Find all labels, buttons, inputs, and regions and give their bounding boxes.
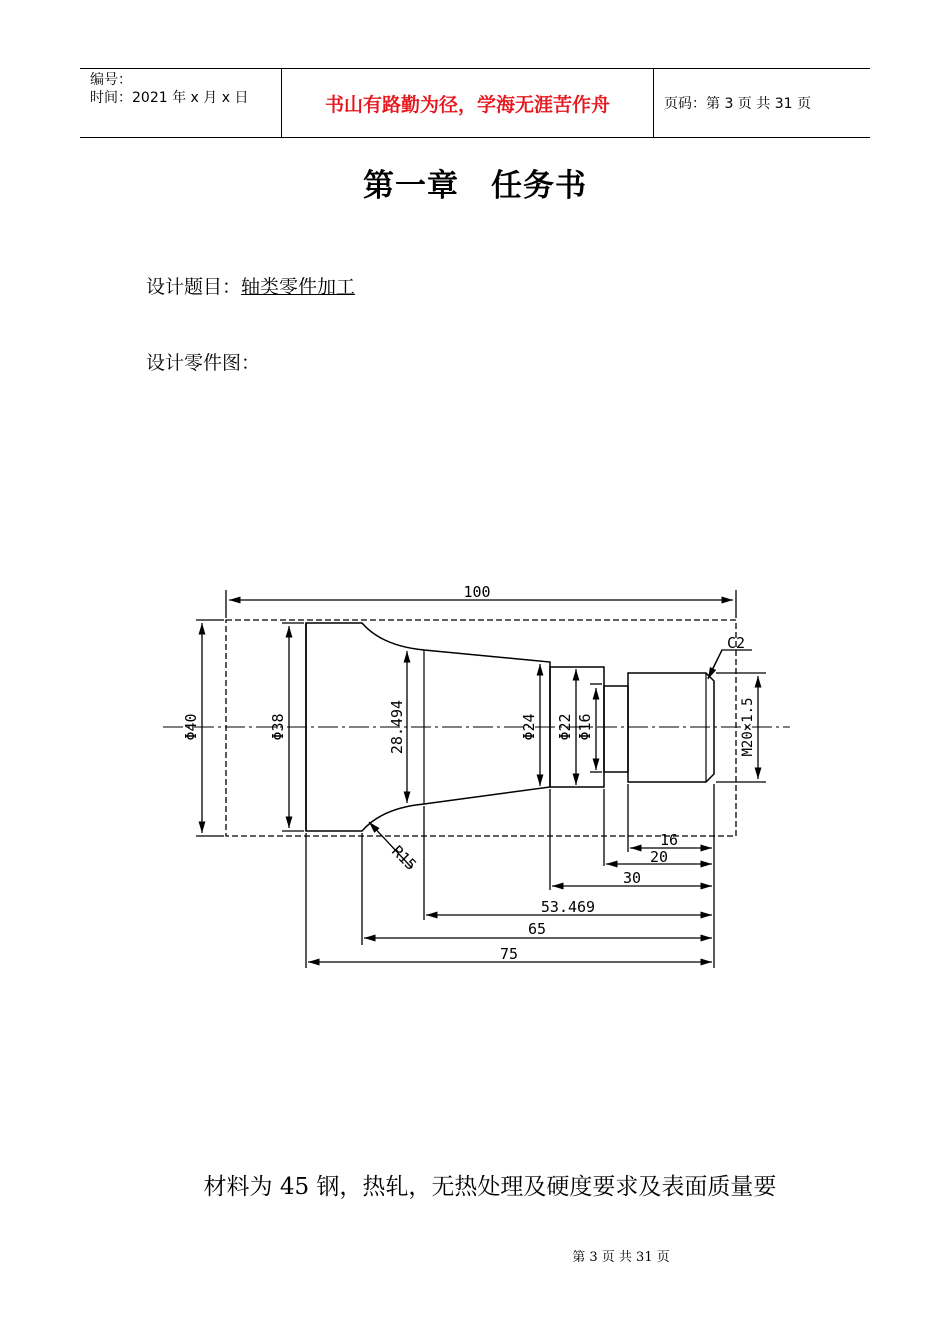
- design-topic-line: [146, 272, 355, 299]
- stock-outline: [226, 620, 736, 836]
- dim-phi16-label: Φ16: [576, 713, 594, 741]
- header-motto: 书山有路勤为径，学海无涯苦作舟: [282, 69, 654, 137]
- dim-16-label: 16: [659, 831, 679, 849]
- page-header: [80, 68, 870, 138]
- dim-phi38-label: Φ38: [269, 713, 287, 741]
- chapter-title: 第一章 任务书: [363, 168, 587, 204]
- groove-phi16: [604, 686, 628, 772]
- dim-c2-label: C2: [727, 634, 746, 652]
- material-text: 材料为 45 钢，热轧，无热处理及硬度要求及表面质量要: [203, 1174, 777, 1200]
- dim-phi40-label: Φ40: [182, 713, 200, 741]
- part-drawing-label: 设计零件图：: [146, 352, 261, 374]
- number-label: 编号：: [90, 72, 132, 88]
- dim-75-label: 75: [499, 945, 519, 963]
- dim-m20-label: M20×1.5: [740, 697, 756, 757]
- header-left-cell: [80, 69, 282, 137]
- dim-r15-label: R15: [388, 842, 421, 874]
- shaft-part-drawing: [150, 575, 810, 975]
- dim-65-label: 65: [527, 920, 547, 938]
- design-topic-label: 设计题目：: [146, 276, 242, 298]
- dim-20-label: 20: [649, 848, 669, 866]
- dim-100-label: 100: [463, 583, 491, 601]
- dim-53469-label: 53.469: [540, 898, 596, 916]
- dim-28494-label: 28.494: [388, 699, 406, 755]
- time-label: 时间：2021 年 x 月 x 日: [90, 90, 249, 106]
- dim-phi24-label: Φ24: [520, 713, 538, 741]
- design-topic-value: 轴类零件加工: [241, 276, 356, 298]
- thread-section: [628, 673, 714, 782]
- page-footer: 第 3 页 共 31 页: [572, 1250, 670, 1265]
- header-page-info: 页码：第 3 页 共 31 页: [664, 96, 811, 112]
- dim-30-label: 30: [622, 869, 642, 887]
- dim-phi22-label: Φ22: [556, 713, 574, 741]
